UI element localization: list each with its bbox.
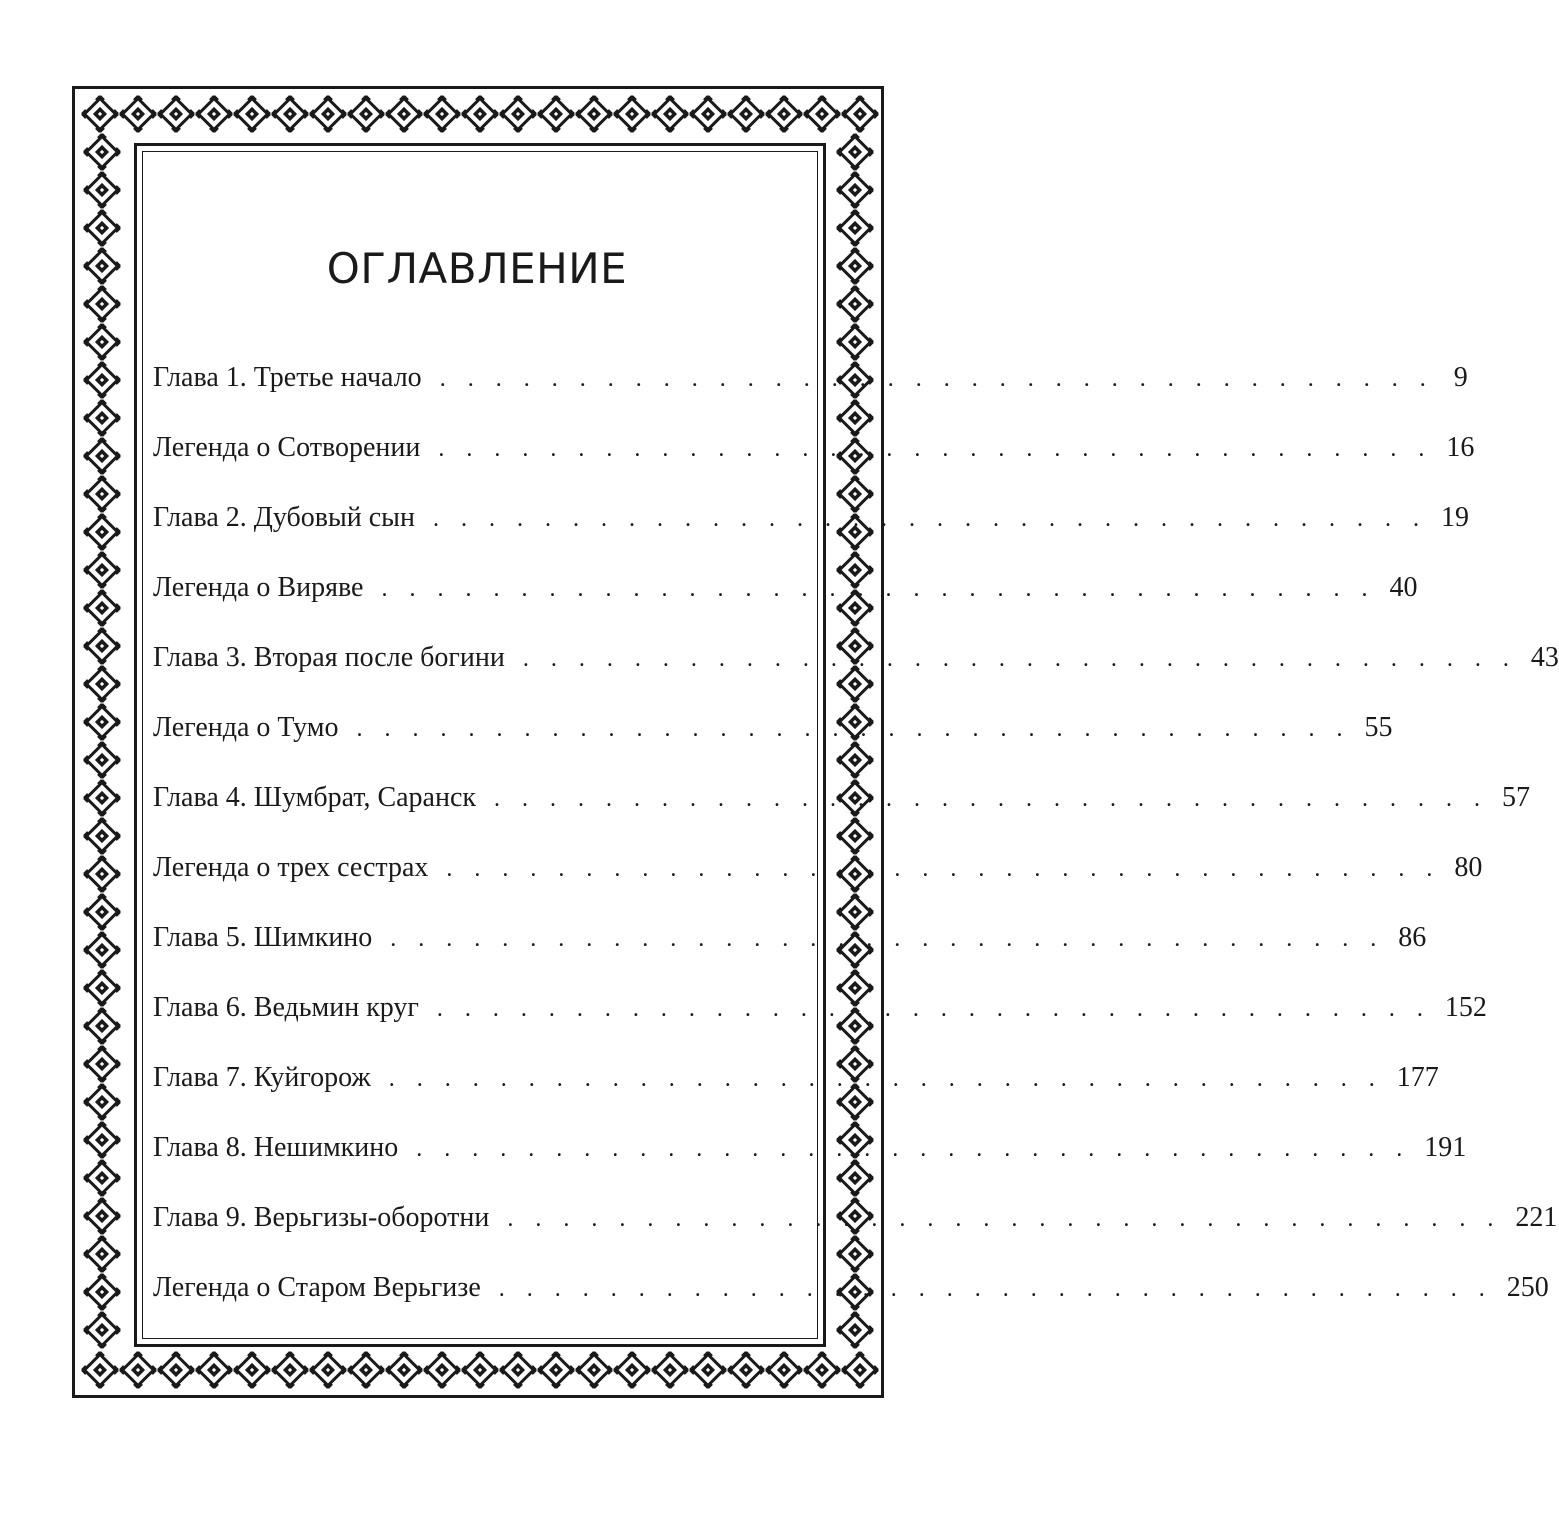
toc-entry <box>153 982 1487 1052</box>
ornament-motif <box>84 970 120 1006</box>
ornament-motif <box>84 210 120 246</box>
ornament-motif <box>84 514 120 550</box>
ornament-motif <box>120 1352 156 1388</box>
toc-entry-page-number: 152 <box>1444 992 1487 1023</box>
ornament-motif <box>348 1352 384 1388</box>
ornament-motif <box>234 96 270 132</box>
ornament-motif <box>837 134 873 170</box>
toc-entry <box>153 352 1468 422</box>
ornament-motif <box>310 96 346 132</box>
ornament-motif <box>652 1352 688 1388</box>
toc-entry-title: Глава 3. Вторая после богини <box>153 642 505 673</box>
toc-entry-page-number: 177 <box>1396 1062 1439 1093</box>
toc-entry <box>153 1192 1558 1262</box>
toc-entry-title: Глава 8. Нешимкино <box>153 1132 399 1163</box>
dot-leader: . . . . . . . . . . . . . . . . . . . . . . . . . . . . . . . . . . . . <box>416 1136 1411 1162</box>
ornament-motif <box>84 590 120 626</box>
ornament-motif <box>84 476 120 512</box>
dot-leader: . . . . . . . . . . . . . . . . . . . . . . . . . . . . . . . . . . . . <box>446 856 1441 882</box>
toc-entry-title: Легенда о Старом Верьгизе <box>153 1272 481 1303</box>
ornament-motif <box>538 1352 574 1388</box>
ornament-motif <box>424 96 460 132</box>
ornament-motif <box>158 96 194 132</box>
ornament-motif <box>538 96 574 132</box>
ornament-motif <box>84 1198 120 1234</box>
toc-entry-page-number: 9 <box>1453 362 1468 393</box>
ornament-motif <box>804 1352 840 1388</box>
toc-entry-title: Легенда о Тумо <box>153 712 339 743</box>
toc-entry <box>153 632 1559 702</box>
ornament-motif <box>500 1352 536 1388</box>
dot-leader: . . . . . . . . . . . . . . . . . . . . . . . . . . . . . . . . . . . . <box>436 996 1431 1022</box>
toc-entry <box>153 492 1469 562</box>
ornament-motif <box>84 134 120 170</box>
toc-entry-title: Легенда о трех сестрах <box>153 852 429 883</box>
ornament-motif <box>614 96 650 132</box>
ornament-motif <box>196 1352 232 1388</box>
ornament-motif <box>82 1352 118 1388</box>
toc-entry <box>153 562 1418 632</box>
toc-entry-page-number: 86 <box>1398 922 1427 953</box>
toc-entry-title: Глава 1. Третье начало <box>153 362 422 393</box>
toc-entry-page-number: 221 <box>1515 1202 1558 1233</box>
ornament-motif <box>234 1352 270 1388</box>
dot-leader: . . . . . . . . . . . . . . . . . . . . . . . . . . . . . . . . . . . . <box>493 786 1488 812</box>
ornament-motif <box>196 96 232 132</box>
toc-entry <box>153 1122 1467 1192</box>
ornament-motif <box>837 1312 873 1348</box>
ornament-motif <box>84 324 120 360</box>
toc-entry-page-number: 43 <box>1530 642 1559 673</box>
dot-leader: . . . . . . . . . . . . . . . . . . . . . . . . . . . . . . . . . . . . <box>381 576 1376 602</box>
toc-entry <box>153 1052 1439 1122</box>
toc-entry-page-number: 57 <box>1501 782 1530 813</box>
toc-entry-title: Легенда о Сотворении <box>153 432 421 463</box>
ornament-motif <box>728 96 764 132</box>
ornament-motif <box>500 96 536 132</box>
ornament-motif <box>84 818 120 854</box>
ornament-motif <box>84 932 120 968</box>
ornament-motif <box>614 1352 650 1388</box>
page-title: ОГЛАВЛЕНИЕ <box>326 244 628 293</box>
ornament-motif <box>84 742 120 778</box>
ornament-motif <box>84 628 120 664</box>
ornament-motif <box>84 172 120 208</box>
dot-leader: . . . . . . . . . . . . . . . . . . . . . . . . . . . . . . . . . . . . <box>522 646 1517 672</box>
table-of-contents <box>153 352 1559 1332</box>
ornament-motif <box>424 1352 460 1388</box>
ornament-motif <box>386 96 422 132</box>
toc-entry <box>153 772 1530 842</box>
toc-entry-title: Глава 2. Дубовый сын <box>153 502 415 533</box>
ornament-motif <box>84 1008 120 1044</box>
ornament-motif <box>842 96 878 132</box>
ornament-motif <box>84 856 120 892</box>
ornament-motif <box>837 172 873 208</box>
ornament-motif <box>690 1352 726 1388</box>
ornament-motif <box>652 96 688 132</box>
toc-entry <box>153 422 1475 492</box>
ornament-motif <box>84 552 120 588</box>
dot-leader: . . . . . . . . . . . . . . . . . . . . . . . . . . . . . . . . . . . . <box>388 1066 1383 1092</box>
ornament-motif <box>84 362 120 398</box>
ornament-motif <box>576 1352 612 1388</box>
ornament-motif <box>84 400 120 436</box>
dot-leader: . . . . . . . . . . . . . . . . . . . . . . . . . . . . . . . . . . . . <box>498 1276 1493 1302</box>
ornament-motif <box>348 96 384 132</box>
ornament-motif <box>728 1352 764 1388</box>
ornament-motif <box>310 1352 346 1388</box>
toc-entry-title: Глава 9. Верьгизы-оборотни <box>153 1202 490 1233</box>
ornament-motif <box>766 96 802 132</box>
toc-entry-page-number: 80 <box>1454 852 1483 883</box>
dot-leader: . . . . . . . . . . . . . . . . . . . . . . . . . . . . . . . . . . . . <box>439 366 1434 392</box>
dot-leader: . . . . . . . . . . . . . . . . . . . . . . . . . . . . . . . . . . . . <box>432 506 1427 532</box>
toc-entry-page-number: 40 <box>1389 572 1418 603</box>
ornament-motif <box>462 96 498 132</box>
ornament-motif <box>804 96 840 132</box>
toc-entry <box>153 842 1483 912</box>
ornament-motif <box>766 1352 802 1388</box>
ornament-motif <box>84 704 120 740</box>
toc-entry-page-number: 16 <box>1446 432 1475 463</box>
dot-leader: . . . . . . . . . . . . . . . . . . . . . . . . . . . . . . . . . . . . <box>390 926 1385 952</box>
toc-entry-title: Глава 5. Шимкино <box>153 922 373 953</box>
ornament-motif <box>120 96 156 132</box>
dot-leader: . . . . . . . . . . . . . . . . . . . . . . . . . . . . . . . . . . . . <box>356 716 1351 742</box>
toc-entry <box>153 912 1427 982</box>
ornament-motif <box>84 666 120 702</box>
ornament-motif <box>84 1312 120 1348</box>
ornament-motif <box>84 1274 120 1310</box>
ornament-motif <box>462 1352 498 1388</box>
toc-entry-title: Глава 7. Куйгорож <box>153 1062 371 1093</box>
toc-entry-page-number: 250 <box>1506 1272 1549 1303</box>
ornament-motif <box>82 96 118 132</box>
ornament-motif <box>690 96 726 132</box>
ornament-motif <box>84 780 120 816</box>
dot-leader: . . . . . . . . . . . . . . . . . . . . . . . . . . . . . . . . . . . . <box>438 436 1433 462</box>
ornament-motif <box>272 1352 308 1388</box>
toc-entry-title: Глава 6. Ведьмин круг <box>153 992 419 1023</box>
ornament-motif <box>272 96 308 132</box>
ornament-motif <box>386 1352 422 1388</box>
ornament-motif <box>158 1352 194 1388</box>
ornament-motif <box>576 96 612 132</box>
ornament-motif <box>84 438 120 474</box>
ornament-motif <box>837 210 873 246</box>
toc-entry-page-number: 55 <box>1364 712 1393 743</box>
ornament-motif <box>84 1122 120 1158</box>
toc-entry-page-number: 191 <box>1424 1132 1467 1163</box>
toc-entry <box>153 1262 1549 1332</box>
ornament-motif <box>84 1084 120 1120</box>
ornament-motif <box>84 1160 120 1196</box>
toc-entry <box>153 702 1393 772</box>
toc-entry-title: Легенда о Виряве <box>153 572 364 603</box>
ornament-motif <box>84 894 120 930</box>
ornament-motif <box>84 1236 120 1272</box>
dot-leader: . . . . . . . . . . . . . . . . . . . . . . . . . . . . . . . . . . . . <box>507 1206 1502 1232</box>
ornament-motif <box>84 1046 120 1082</box>
ornament-motif <box>842 1352 878 1388</box>
toc-entry-title: Глава 4. Шумбрат, Саранск <box>153 782 476 813</box>
toc-entry-page-number: 19 <box>1440 502 1469 533</box>
